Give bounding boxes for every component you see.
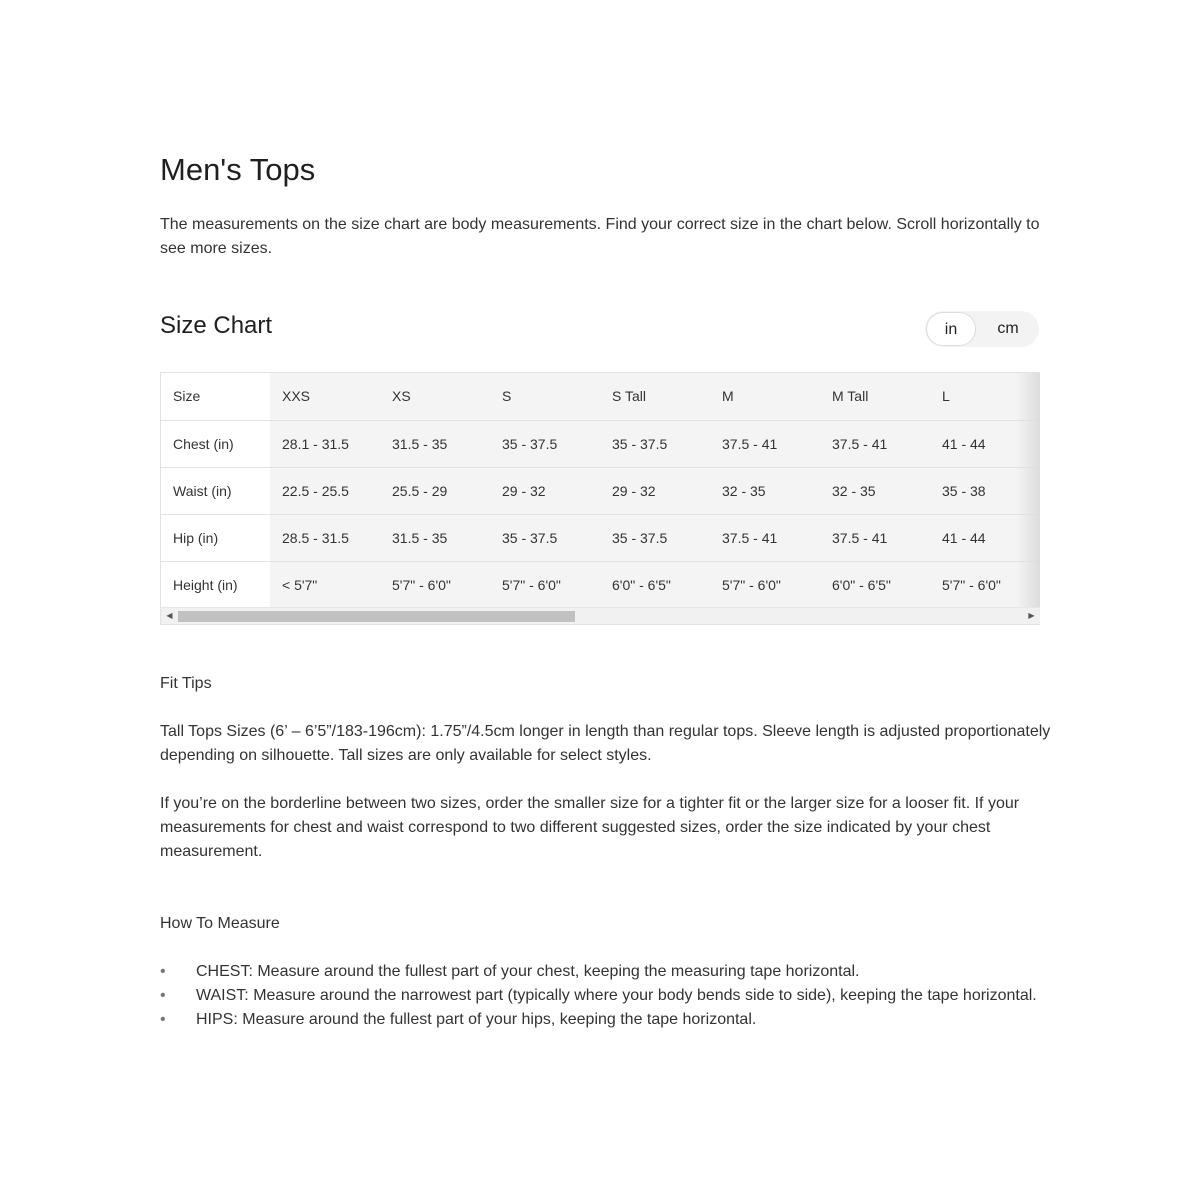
how-to-measure-heading: How To Measure bbox=[160, 915, 280, 932]
unit-toggle bbox=[925, 311, 1039, 347]
list-item-text: HIPS: Measure around the fullest part of your hips, keeping the tape horizontal. bbox=[196, 1011, 757, 1028]
table-row bbox=[161, 561, 1040, 608]
table-cell: 5'7" - 6'0" bbox=[710, 561, 820, 608]
table-cell: 35 - 38 bbox=[930, 467, 1040, 514]
table-row-label: Hip (in) bbox=[161, 514, 270, 561]
table-cell: 32 - 35 bbox=[820, 467, 930, 514]
table-header-cell: M bbox=[710, 373, 820, 420]
table-header-cell: M Tall bbox=[820, 373, 930, 420]
bullet-icon: • bbox=[160, 987, 166, 1004]
list-item bbox=[160, 960, 1060, 984]
table-row-label: Chest (in) bbox=[161, 420, 270, 467]
list-item bbox=[160, 984, 1060, 1008]
table-cell: 28.1 - 31.5 bbox=[270, 420, 380, 467]
page-title: Men's Tops bbox=[160, 152, 316, 187]
table-header-cell: S bbox=[490, 373, 600, 420]
table-cell: 5'7" - 6'0" bbox=[930, 561, 1040, 608]
intro-text: The measurements on the size chart are body measurements. Find your correct size in the chart below. Scroll horizontally to see more sizes. bbox=[160, 216, 1040, 257]
table-cell: 5'7" - 6'0" bbox=[380, 561, 490, 608]
table-cell: 25.5 - 29 bbox=[380, 467, 490, 514]
table-cell: 41 - 44 bbox=[930, 420, 1040, 467]
table-cell: 41 - 44 bbox=[930, 514, 1040, 561]
list-item bbox=[160, 1008, 1060, 1032]
table-row-label: Height (in) bbox=[161, 561, 270, 608]
table-header-row bbox=[161, 373, 1040, 420]
table-cell: 35 - 37.5 bbox=[490, 514, 600, 561]
table-cell: 28.5 - 31.5 bbox=[270, 514, 380, 561]
table-header-cell: XXS bbox=[270, 373, 380, 420]
arrow-left-icon[interactable]: ◀ bbox=[166, 611, 173, 620]
table-cell: 37.5 - 41 bbox=[820, 420, 930, 467]
table-row bbox=[161, 467, 1040, 514]
table-cell: 6'0" - 6'5" bbox=[600, 561, 710, 608]
table-header-cell: S Tall bbox=[600, 373, 710, 420]
table-row-label: Waist (in) bbox=[161, 467, 270, 514]
measure-list bbox=[160, 960, 1060, 1032]
size-table bbox=[161, 373, 1040, 608]
table-cell: 31.5 - 35 bbox=[380, 514, 490, 561]
list-item-text: CHEST: Measure around the fullest part of your chest, keeping the measuring tape horizontal. bbox=[196, 963, 860, 980]
scroll-fade-overlay bbox=[1016, 373, 1040, 608]
table-header-cell: L bbox=[930, 373, 1040, 420]
table-cell: 22.5 - 25.5 bbox=[270, 467, 380, 514]
table-cell: 35 - 37.5 bbox=[600, 420, 710, 467]
unit-in-button[interactable]: in bbox=[926, 312, 976, 346]
table-cell: 35 - 37.5 bbox=[490, 420, 600, 467]
horizontal-scrollbar[interactable] bbox=[161, 607, 1040, 624]
bullet-icon: • bbox=[160, 1011, 166, 1028]
table-header-cell: XS bbox=[380, 373, 490, 420]
fit-tips-paragraph-1: Tall Tops Sizes (6’ – 6’5”/183-196cm): 1.75”/4.5cm longer in length than regular tops. Sleeve length is adjusted proportionately depending on silhouette. Tall sizes are only available for select styles. bbox=[160, 723, 1051, 764]
table-cell: 37.5 - 41 bbox=[710, 420, 820, 467]
scrollbar-thumb[interactable] bbox=[178, 611, 575, 622]
table-cell: 37.5 - 41 bbox=[820, 514, 930, 561]
table-cell: 5'7" - 6'0" bbox=[490, 561, 600, 608]
table-cell: 31.5 - 35 bbox=[380, 420, 490, 467]
table-cell: 37.5 - 41 bbox=[710, 514, 820, 561]
list-item-text: WAIST: Measure around the narrowest part (typically where your body bends side to side), keeping the tape horizontal. bbox=[196, 987, 1037, 1004]
arrow-right-icon[interactable]: ▶ bbox=[1028, 611, 1035, 620]
fit-tips-heading: Fit Tips bbox=[160, 675, 212, 692]
table-row bbox=[161, 514, 1040, 561]
table-cell: 29 - 32 bbox=[600, 467, 710, 514]
table-row bbox=[161, 420, 1040, 467]
size-chart-heading: Size Chart bbox=[160, 312, 273, 339]
bullet-icon: • bbox=[160, 963, 166, 980]
unit-cm-button[interactable]: cm bbox=[997, 320, 1019, 337]
table-cell: 29 - 32 bbox=[490, 467, 600, 514]
table-cell: 35 - 37.5 bbox=[600, 514, 710, 561]
table-cell: 6'0" - 6'5" bbox=[820, 561, 930, 608]
fit-tips-paragraph-2: If you’re on the borderline between two sizes, order the smaller size for a tighter fit or the larger size for a looser fit. If your measurements for chest and waist correspond to two different suggested sizes, order the size indicated by your chest measurement. bbox=[160, 795, 1020, 860]
table-header-cell: Size bbox=[161, 373, 270, 420]
size-table-scroll-container[interactable] bbox=[160, 372, 1040, 625]
table-cell: 32 - 35 bbox=[710, 467, 820, 514]
table-cell: < 5'7" bbox=[270, 561, 380, 608]
